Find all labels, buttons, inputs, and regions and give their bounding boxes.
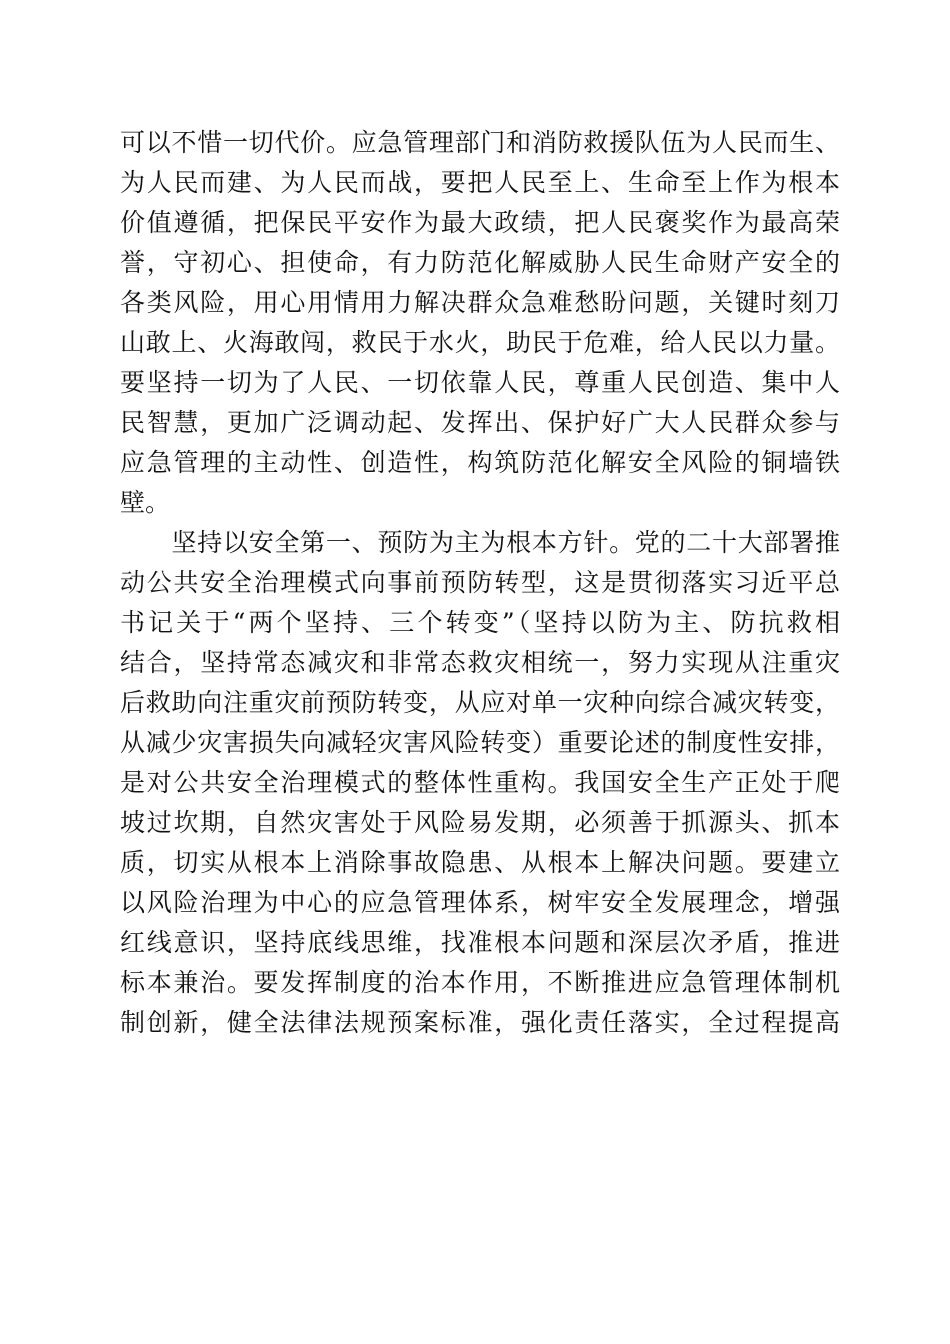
text-line: 坚持以安全第一、预防为主为根本方针。党的二十大部署推 — [120, 528, 840, 557]
text-line: 价值遵循，把保民平安作为最大政绩，把人民褒奖作为最高荣 — [120, 208, 840, 237]
text-line: 以风险治理为中心的应急管理体系，树牢安全发展理念，增强 — [120, 888, 840, 917]
text-line: 书记关于“两个坚持、三个转变”（坚持以防为主、防抗救相 — [120, 608, 840, 637]
text-line: 是对公共安全治理模式的整体性重构。我国安全生产正处于爬 — [120, 768, 840, 797]
text-line: 应急管理的主动性、创造性，构筑防范化解安全风险的铜墙铁 — [120, 448, 840, 477]
text-line: 坡过坎期，自然灾害处于风险易发期，必须善于抓源头、抓本 — [120, 808, 840, 837]
text-line: 质，切实从根本上消除事故隐患、从根本上解决问题。要建立 — [120, 848, 840, 877]
text-line: 誉，守初心、担使命，有力防范化解威胁人民生命财产安全的 — [120, 248, 840, 277]
paragraph-1 — [120, 123, 840, 523]
paragraph-2 — [120, 523, 840, 1043]
text-line: 壁。 — [120, 488, 171, 517]
text-line: 从减少灾害损失向减轻灾害风险转变）重要论述的制度性安排， — [120, 728, 840, 757]
text-line: 各类风险，用心用情用力解决群众急难愁盼问题，关键时刻刀 — [120, 288, 840, 317]
text-line: 后救助向注重灾前预防转变，从应对单一灾种向综合减灾转变， — [120, 688, 840, 717]
text-line: 制创新，健全法律法规预案标准，强化责任落实，全过程提高 — [120, 1008, 840, 1037]
text-line: 动公共安全治理模式向事前预防转型，这是贯彻落实习近平总 — [120, 568, 840, 597]
text-line: 山敢上、火海敢闯，救民于水火，助民于危难，给人民以力量。 — [120, 328, 840, 357]
text-line: 为人民而建、为人民而战，要把人民至上、生命至上作为根本 — [120, 168, 840, 197]
text-line: 可以不惜一切代价。应急管理部门和消防救援队伍为人民而生、 — [120, 128, 840, 157]
text-line: 民智慧，更加广泛调动起、发挥出、保护好广大人民群众参与 — [120, 408, 840, 437]
text-line: 标本兼治。要发挥制度的治本作用，不断推进应急管理体制机 — [120, 968, 840, 997]
text-line: 结合，坚持常态减灾和非常态救灾相统一，努力实现从注重灾 — [120, 648, 840, 677]
text-line: 要坚持一切为了人民、一切依靠人民，尊重人民创造、集中人 — [120, 368, 840, 397]
text-line: 红线意识，坚持底线思维，找准根本问题和深层次矛盾，推进 — [120, 928, 840, 957]
document-body — [120, 123, 840, 1043]
